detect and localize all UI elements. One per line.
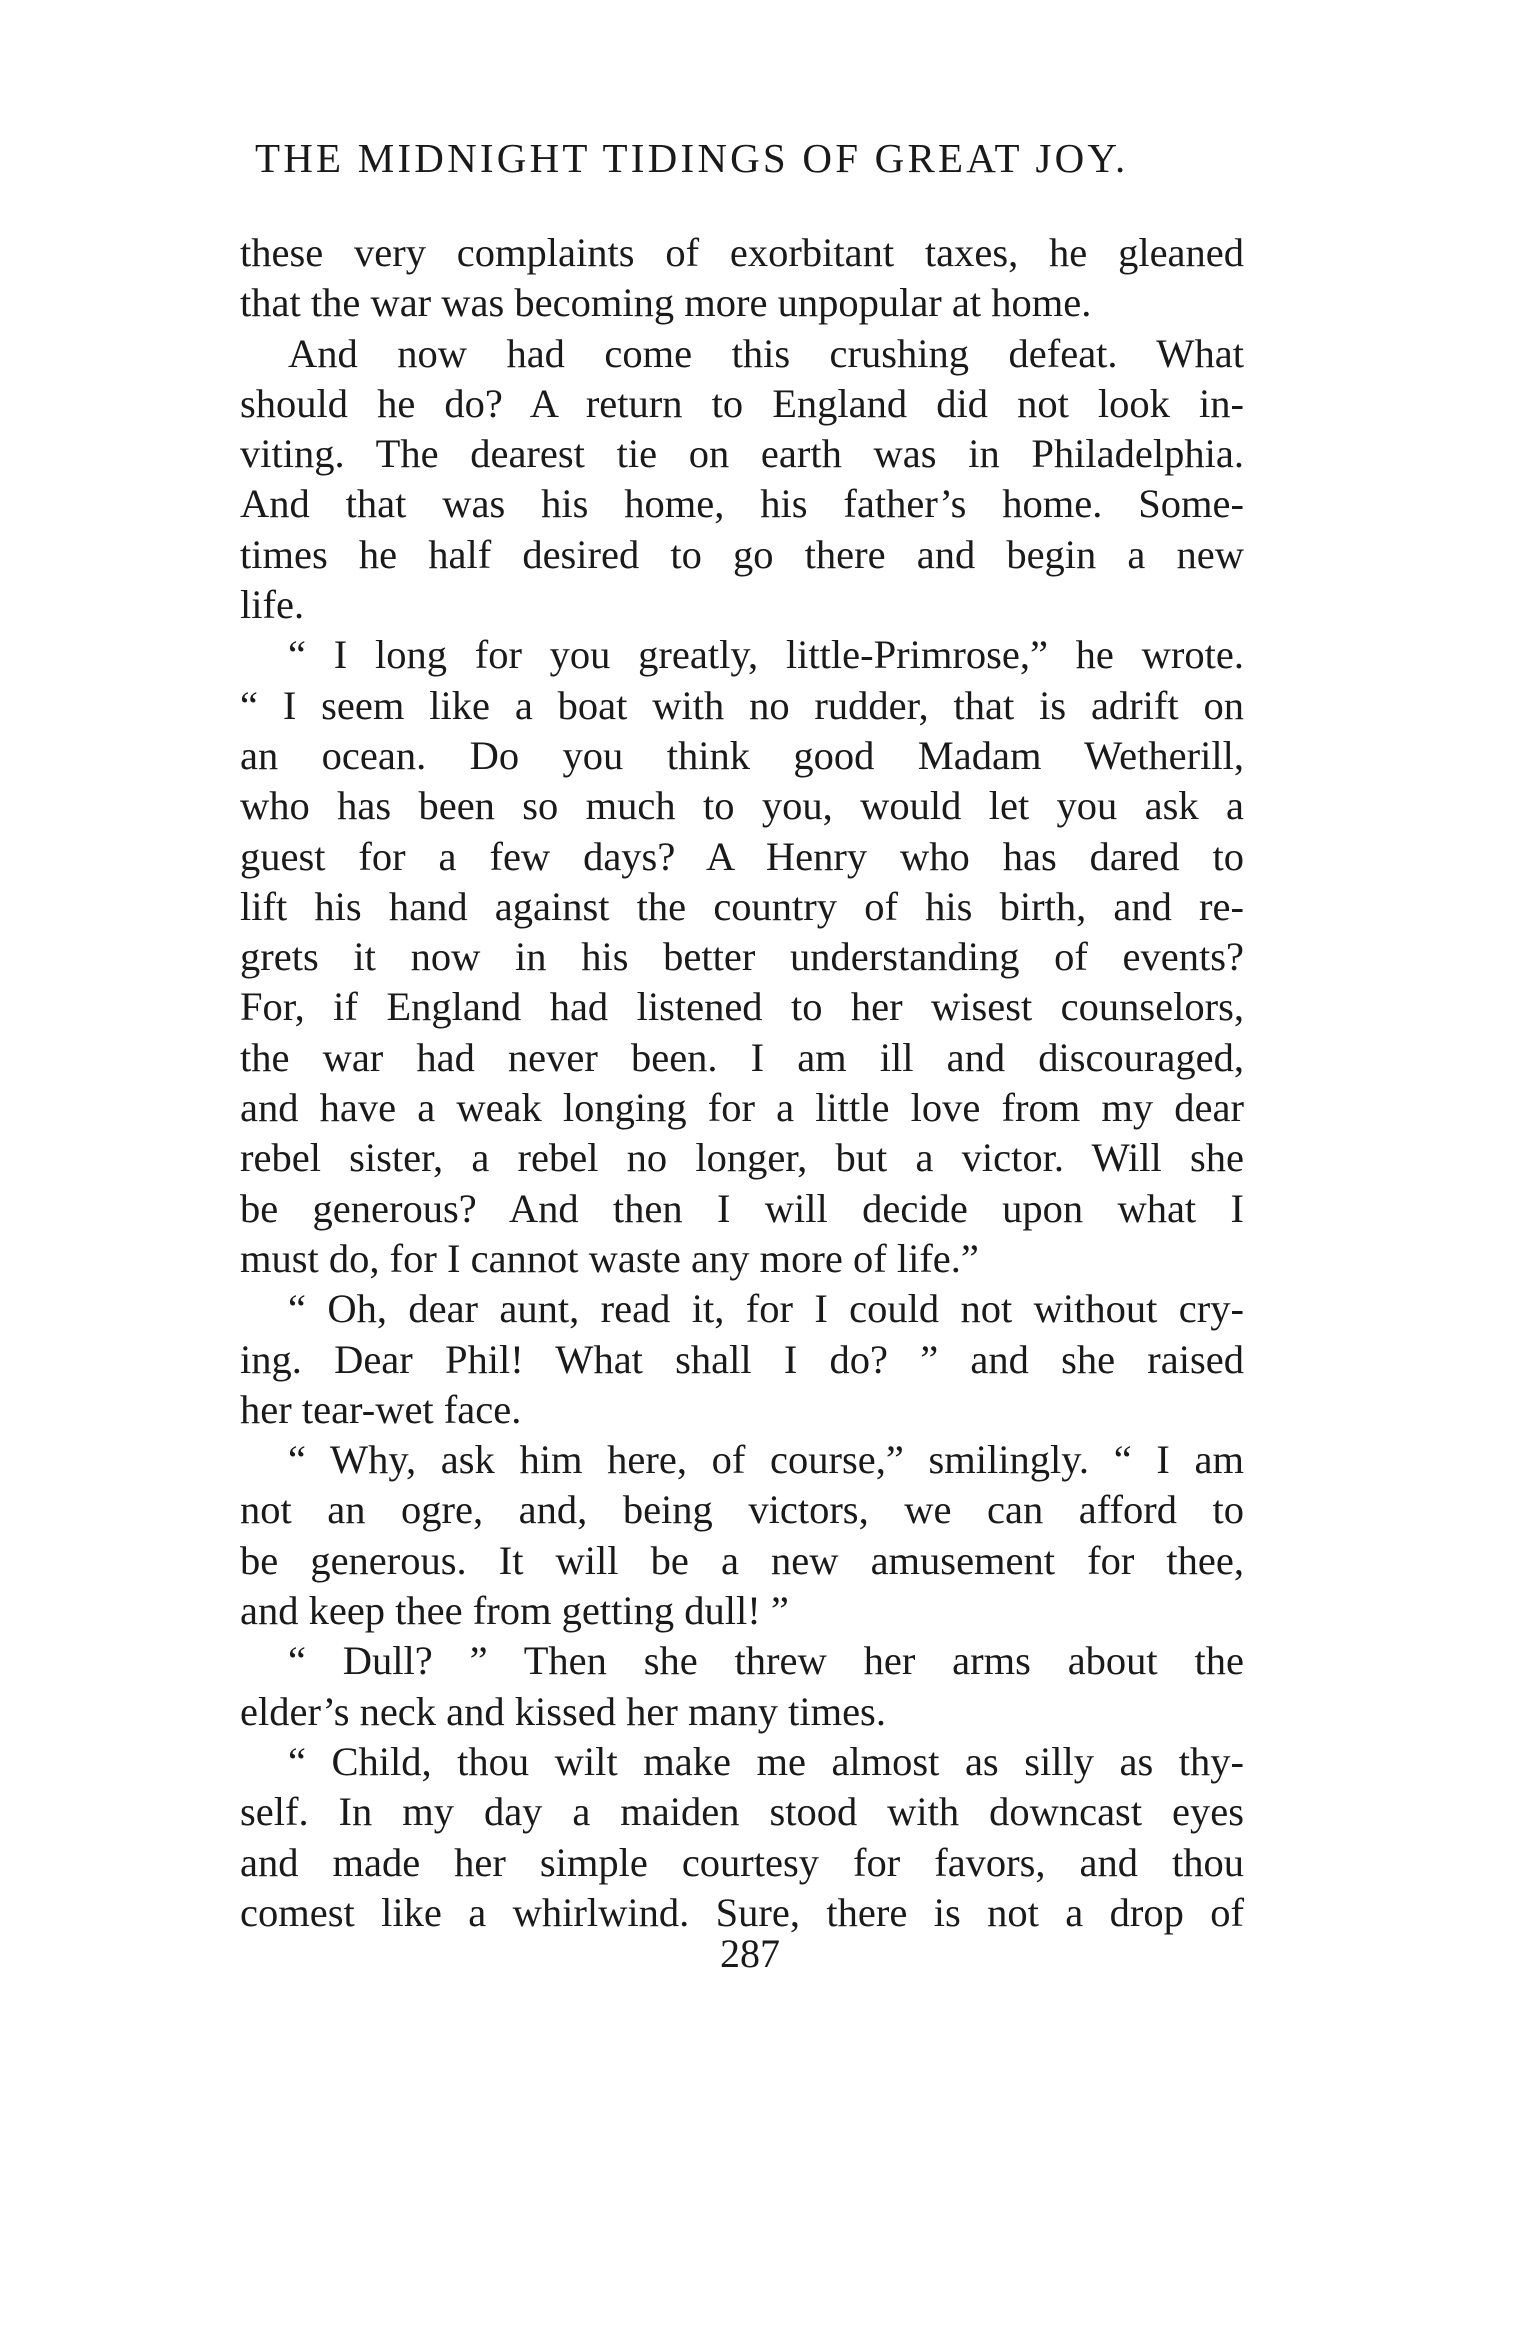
text-line: ing. Dear Phil! What shall I do? ” and she raised [240,1336,1244,1382]
text-line: the war had never been. I am ill and discouraged, [240,1034,1244,1080]
text-line: “ Child, thou wilt make me almost as silly as thy- [288,1738,1244,1784]
text-line: And that was his home, his father’s home. Some- [240,481,1244,527]
text-line: “ Dull? ” Then she threw her arms about the [288,1638,1244,1684]
text-line: and made her simple courtesy for favors, and thou [240,1839,1244,1885]
text-line: “ Oh, dear aunt, read it, for I could not without cry- [288,1286,1244,1332]
text-line: “ Why, ask him here, of course,” smilingly. “ I am [288,1437,1244,1483]
text-line: be generous. It will be a new amusement for thee, [240,1537,1244,1583]
text-line: and keep thee from getting dull! ” [240,1588,789,1634]
text-line: lift his hand against the country of his birth, and re- [240,883,1244,929]
text-line: should he do? A return to England did not look in- [240,380,1244,426]
body-text [240,228,1244,1938]
text-line: must do, for I cannot waste any more of life.” [240,1235,979,1281]
text-line: viting. The dearest tie on earth was in Philadelphia. [240,431,1244,477]
text-line: rebel sister, a rebel no longer, but a victor. Will she [240,1135,1244,1181]
text-line: be generous? And then I will decide upon what I [240,1185,1244,1231]
text-line: For, if England had listened to her wisest counselors, [240,984,1244,1030]
text-line: these very complaints of exorbitant taxes, he gleaned [240,230,1244,275]
text-line: self. In my day a maiden stood with downcast eyes [240,1789,1244,1835]
text-line: and have a weak longing for a little love from my dear [240,1085,1244,1131]
text-line: elder’s neck and kissed her many times. [240,1688,886,1734]
text-line: And now had come this crushing defeat. What [288,330,1244,376]
page-number: 287 [720,1931,780,1976]
text-line: life. [240,582,305,628]
text-line: an ocean. Do you think good Madam Wetherill, [240,732,1244,778]
text-line: “ I long for you greatly, little-Primrose,” he wrote. [288,632,1244,678]
text-line: that the war was becoming more unpopular at home. [240,280,1092,326]
text-line: not an ogre, and, being victors, we can afford to [240,1487,1244,1533]
text-line: comest like a whirlwind. Sure, there is not a drop of [240,1889,1244,1935]
text-line: grets it now in his better understanding of events? [240,934,1244,980]
text-line: her tear-wet face. [240,1386,522,1432]
text-line: who has been so much to you, would let you ask a [240,783,1244,829]
text-line: times he half desired to go there and begin a new [240,531,1244,577]
text-line: guest for a few days? A Henry who has dared to [240,833,1244,879]
running-head: THE MIDNIGHT TIDINGS OF GREAT JOY. [255,135,1129,181]
text-line: “ I seem like a boat with no rudder, that is adrift on [240,682,1244,728]
